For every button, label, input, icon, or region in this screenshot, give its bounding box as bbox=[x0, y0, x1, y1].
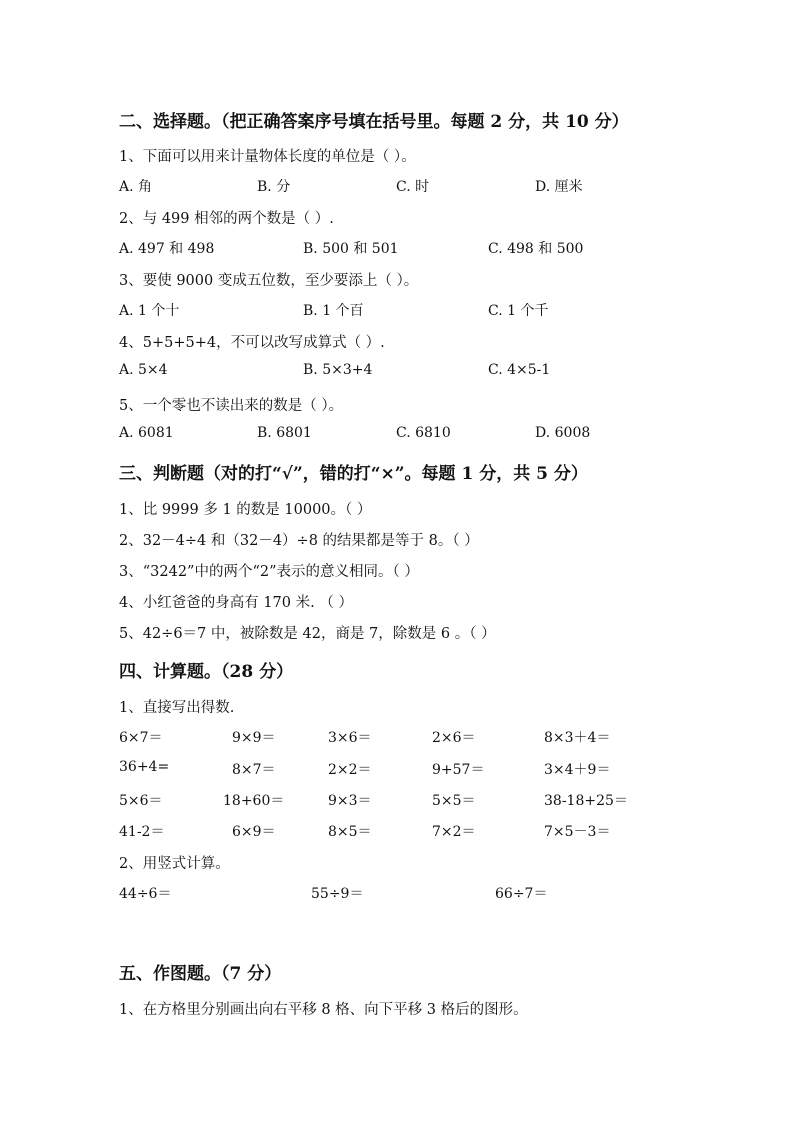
option-2-5-b: B. 6801 bbox=[257, 425, 312, 441]
calc-item: 7×2＝ bbox=[432, 824, 476, 840]
calc-part-1-label: 1、直接写出得数. bbox=[119, 700, 235, 716]
option-2-5-a: A. 6081 bbox=[119, 425, 174, 441]
option-2-5-c: C. 6810 bbox=[396, 425, 451, 441]
option-2-3-b: B. 1 个百 bbox=[303, 303, 364, 319]
section-3-title: 三、判断题（对的打“√”，错的打“×”。每题 1 分，共 5 分） bbox=[119, 464, 588, 484]
judge-item-1: 1、比 9999 多 1 的数是 10000。（ ） bbox=[119, 502, 372, 518]
option-2-4-b: B. 5×3+4 bbox=[303, 362, 373, 378]
option-2-4-c: C. 4×5-1 bbox=[488, 362, 551, 378]
calc-item: 6×7＝ bbox=[119, 730, 163, 746]
calc-item: 9×9＝ bbox=[232, 730, 276, 746]
question-2-5: 5、一个零也不读出来的数是（ ）。 bbox=[119, 398, 344, 414]
calc-part-2-label: 2、用竖式计算。 bbox=[119, 856, 230, 872]
question-2-4: 4、5+5+5+4，不可以改写成算式（ ）. bbox=[119, 335, 385, 351]
section-4-title: 四、计算题。（28 分） bbox=[119, 662, 294, 682]
option-2-3-a: A. 1 个十 bbox=[119, 303, 180, 319]
vertical-calc-item: 55÷9＝ bbox=[311, 886, 364, 902]
calc-item: 36+4= bbox=[119, 759, 170, 775]
question-2-3: 3、要使 9000 变成五位数，至少要添上（ ）。 bbox=[119, 273, 419, 289]
option-2-1-d: D. 厘米 bbox=[535, 179, 583, 195]
calc-item: 9×3＝ bbox=[328, 793, 372, 809]
calc-item: 2×6＝ bbox=[432, 730, 476, 746]
calc-item: 8×3＋4＝ bbox=[544, 730, 611, 746]
vertical-calc-item: 44÷6＝ bbox=[119, 886, 172, 902]
option-2-2-a: A. 497 和 498 bbox=[119, 241, 215, 257]
question-2-1: 1、下面可以用来计量物体长度的单位是（ ）。 bbox=[119, 149, 416, 165]
calc-item: 3×6＝ bbox=[328, 730, 372, 746]
calc-item: 5×6＝ bbox=[119, 793, 163, 809]
calc-item: 8×5＝ bbox=[328, 824, 372, 840]
drawing-question-1: 1、在方格里分别画出向右平移 8 格、向下平移 3 格后的图形。 bbox=[119, 1002, 528, 1018]
question-2-2: 2、与 499 相邻的两个数是（ ）. bbox=[119, 211, 334, 227]
judge-item-5: 5、42÷6＝7 中，被除数是 42，商是 7，除数是 6 。（ ） bbox=[119, 626, 496, 642]
calc-item: 2×2＝ bbox=[328, 762, 372, 778]
calc-item: 18+60＝ bbox=[223, 793, 285, 809]
calc-item: 41-2＝ bbox=[119, 824, 165, 840]
calc-item: 5×5＝ bbox=[432, 793, 476, 809]
calc-item: 9+57＝ bbox=[432, 762, 485, 778]
calc-item: 38-18+25＝ bbox=[544, 793, 628, 809]
judge-item-4: 4、小红爸爸的身高有 170 米. （ ） bbox=[119, 595, 353, 611]
option-2-1-b: B. 分 bbox=[257, 179, 291, 195]
option-2-1-a: A. 角 bbox=[119, 179, 153, 195]
option-2-3-c: C. 1 个千 bbox=[488, 303, 549, 319]
section-5-title: 五、作图题。（7 分） bbox=[119, 964, 282, 984]
vertical-calc-item: 66÷7＝ bbox=[495, 886, 548, 902]
calc-item: 6×9＝ bbox=[232, 824, 276, 840]
option-2-2-c: C. 498 和 500 bbox=[488, 241, 584, 257]
calc-item: 7×5－3＝ bbox=[544, 824, 611, 840]
section-2-title: 二、选择题。（把正确答案序号填在括号里。每题 2 分，共 10 分） bbox=[119, 112, 629, 132]
option-2-4-a: A. 5×4 bbox=[119, 362, 168, 378]
option-2-1-c: C. 时 bbox=[396, 179, 430, 195]
calc-item: 3×4＋9＝ bbox=[544, 762, 611, 778]
judge-item-2: 2、32－4÷4 和（32－4）÷8 的结果都是等于 8。（ ） bbox=[119, 533, 479, 549]
judge-item-3: 3、“3242”中的两个“2”表示的意义相同。（ ） bbox=[119, 564, 419, 580]
option-2-2-b: B. 500 和 501 bbox=[303, 241, 399, 257]
calc-item: 8×7＝ bbox=[232, 762, 276, 778]
option-2-5-d: D. 6008 bbox=[535, 425, 591, 441]
